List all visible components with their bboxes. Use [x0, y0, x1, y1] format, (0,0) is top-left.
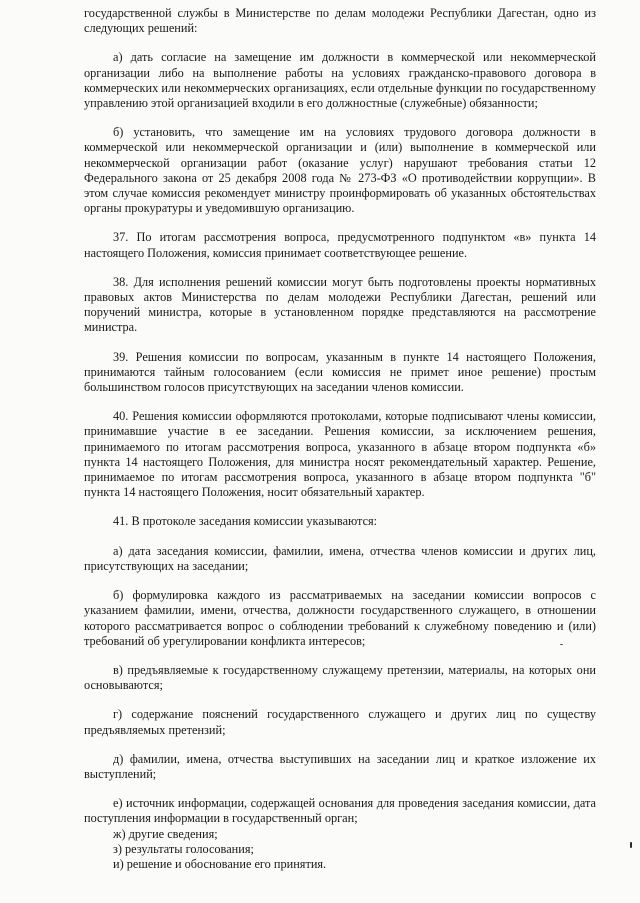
paragraph-continuation: государственной службы в Министерстве по делам молодежи Республики Дагестан, одно из следующих решений: [84, 6, 596, 36]
paragraph-41-a: а) дата заседания комиссии, фамилии, имена, отчества членов комиссии и других лиц, присутствующих на заседании; [84, 543, 596, 573]
document-body [84, 6, 596, 872]
paragraph-41-e: е) источник информации, содержащей основания для проведения заседания комиссии, дата поступления информации в государственный орган; [84, 796, 596, 826]
paragraph-41: 41. В протоколе заседания комиссии указываются: [113, 514, 378, 529]
scan-artifact-mark [560, 644, 563, 645]
scan-artifact-mark [630, 842, 632, 848]
paragraph-41-g: г) содержание пояснений государственного служащего и других лиц по существу предъявляемых претензий; [84, 707, 596, 737]
paragraph-41-zh: ж) другие сведения; [113, 826, 218, 841]
paragraph-item-a: а) дать согласие на замещение им должности в коммерческой или некоммерческой организации либо на выполнение работы на условиях гражданско-правового договора в коммерческих или некоммерческих организациях, если отдельные функции по государственному управлению этой организацией входили в его должностные (служебные) обязанности; [84, 50, 596, 111]
paragraph-41-d: д) фамилии, имена, отчества выступивших на заседании лиц и краткое изложение их выступлений; [84, 751, 596, 781]
paragraph-40: 40. Решения комиссии оформляются протоколами, которые подписывают члены комиссии, принимавшие участие в ее заседании. Решения комиссии, за исключением решения, принимаемого по итогам рассмотрения вопроса, указанного в абзаце втором подпункта «б» пункта 14 настоящего Положения, для министра носят рекомендательный характер. Решение, принимаемое по итогам рассмотрения вопроса, указанного в абзаце втором подпункта "б" пункта 14 настоящего Положения, носит обязательный характер. [84, 409, 596, 500]
paragraph-41-v: в) предъявляемые к государственному служащему претензии, материалы, на которых они основываются; [84, 662, 596, 693]
paragraph-41-z: з) результаты голосования; [113, 841, 254, 856]
paragraph-41-i: и) решение и обоснование его принятия. [113, 856, 327, 871]
paragraph-38: 38. Для исполнения решений комиссии могут быть подготовлены проекты нормативных правовых актов Министерства по делам молодежи Республики Дагестан, решений или поручений министра, которые в установленном порядке представляются на рассмотрение министра. [84, 274, 596, 335]
paragraph-39: 39. Решения комиссии по вопросам, указанным в пункте 14 настоящего Положения, принимаются тайным голосованием (если комиссия не примет иное решение) простым большинством голосов присутствующих на заседании членов комиссии. [84, 349, 596, 395]
paragraph-item-b: б) установить, что замещение им на условиях трудового договора должности в коммерческой или некоммерческой организации и (или) выполнение в коммерческой или некоммерческой организации работ (оказание услуг) нарушают требования статьи 12 Федерального закона от 25 декабря 2008 года № 273-ФЗ «О противодействии коррупции». В этом случае комиссия рекомендует министру проинформировать об указанных обстоятельствах органы прокуратуры и уведомившую организацию. [84, 125, 596, 216]
paragraph-41-b: б) формулировка каждого из рассматриваемых на заседании комиссии вопросов с указанием фамилии, имени, отчества, должности государственного служащего, в отношении которого рассматривается вопрос о соблюдении требований к служебному поведению и (или) требований об урегулировании конфликта интересов; [84, 588, 596, 648]
paragraph-37: 37. По итогам рассмотрения вопроса, предусмотренного подпунктом «в» пункта 14 настоящего Положения, комиссия принимает соответствующее решение. [84, 230, 596, 260]
